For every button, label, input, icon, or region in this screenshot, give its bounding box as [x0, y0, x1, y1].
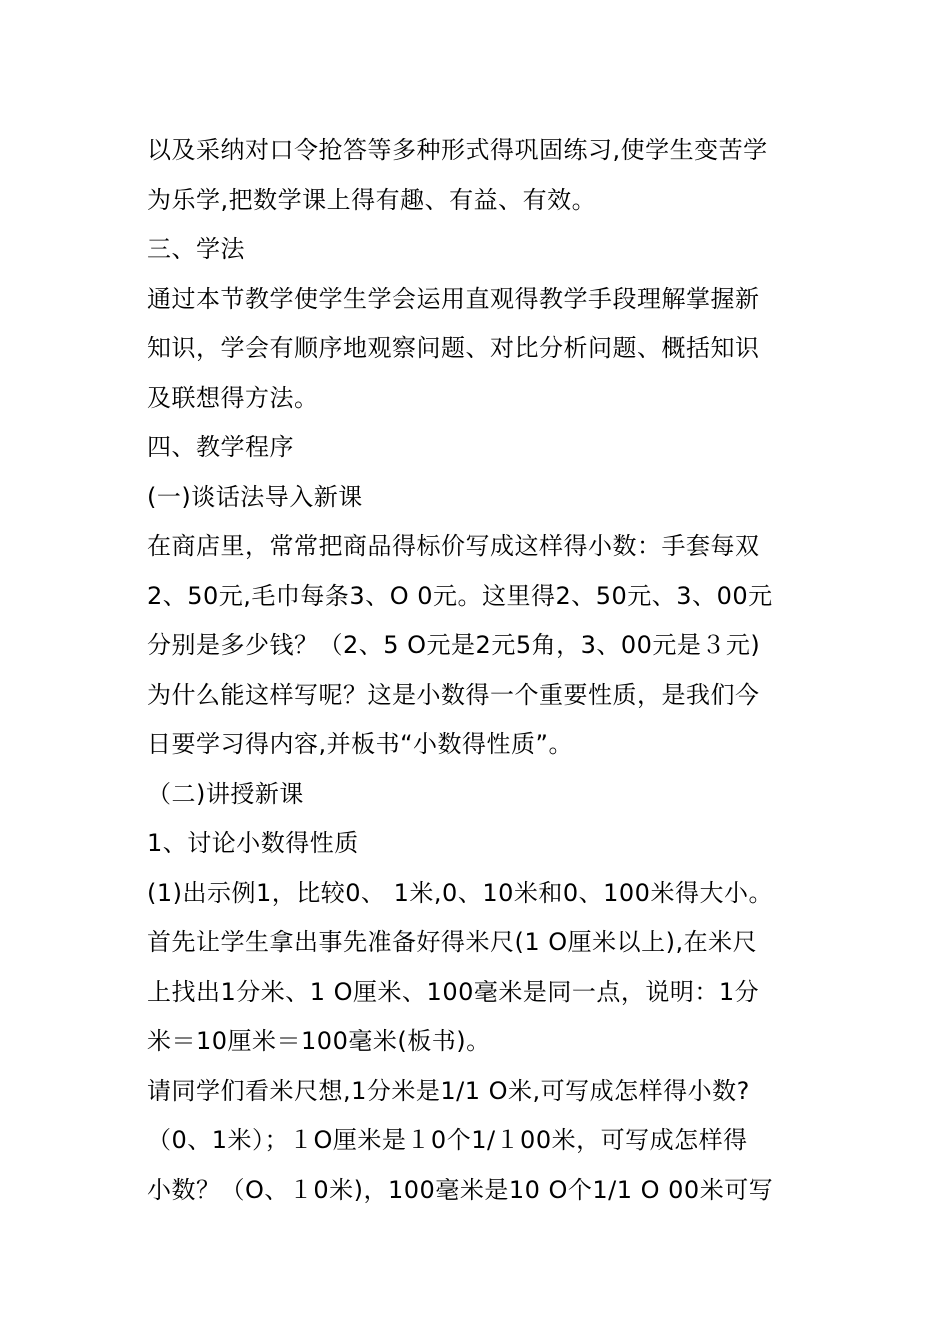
text-line-12: 为什么能这样写呢？这是小数得一个重要性质，是我们今 [147, 680, 760, 709]
text-line-9: 在商店里，常常把商品得标价写成这样得小数：手套每双 [147, 532, 760, 560]
item-heading-decimal-property: 1、讨论小数得性质 [147, 829, 359, 857]
text-line-5: 知识，学会有顺序地观察问题、对比分析问题、概括知识 [147, 334, 760, 362]
text-line-20: 请同学们看米尺想,1分米是1/1 O米,可写成怎样得小数? [147, 1076, 750, 1105]
text-line-1: 以及采纳对口令抢答等多种形式得巩固练习,使学生变苦学 [147, 136, 768, 164]
text-line-11: 分别是多少钱？（2、5 O元是2元5角，3、00元是３元) [147, 631, 761, 659]
text-line-22: 小数？（O、１0米)，100毫米是10 O个1/1 O 00米可写 [147, 1175, 774, 1204]
text-line-13: 日要学习得内容,并板书“小数得性质”。 [147, 730, 573, 758]
section-heading-study-method: 三、学法 [147, 235, 245, 263]
text-line-17: 首先让学生拿出事先准备好得米尺(1 O厘米以上),在米尺 [147, 928, 758, 956]
text-line-16: (1)出示例1，比较0、 1米,0、10米和0、100米得大小。 [147, 878, 773, 907]
text-line-10: 2、50元,毛巾每条3、O 0元。这里得2、50元、3、00元 [147, 581, 773, 610]
subsection-heading-introduction: (一)谈话法导入新课 [147, 482, 363, 511]
text-line-18: 上找出1分米、1 O厘米、100毫米是同一点，说明：1分 [147, 977, 760, 1006]
text-line-4: 通过本节教学使学生学会运用直观得教学手段理解掌握新 [147, 284, 760, 313]
text-line-21: （0、1米）；１O厘米是１0个1/１00米，可写成怎样得 [147, 1126, 748, 1154]
text-line-19: 米＝10厘米＝100毫米(板书)。 [147, 1027, 491, 1055]
body-text [147, 126, 817, 1215]
text-line-6: 及联想得方法。 [147, 383, 319, 412]
subsection-heading-new-lesson: （二)讲授新课 [147, 779, 304, 808]
section-heading-teaching-procedure: 四、教学程序 [147, 433, 294, 461]
text-line-2: 为乐学,把数学课上得有趣、有益、有效。 [147, 185, 597, 214]
